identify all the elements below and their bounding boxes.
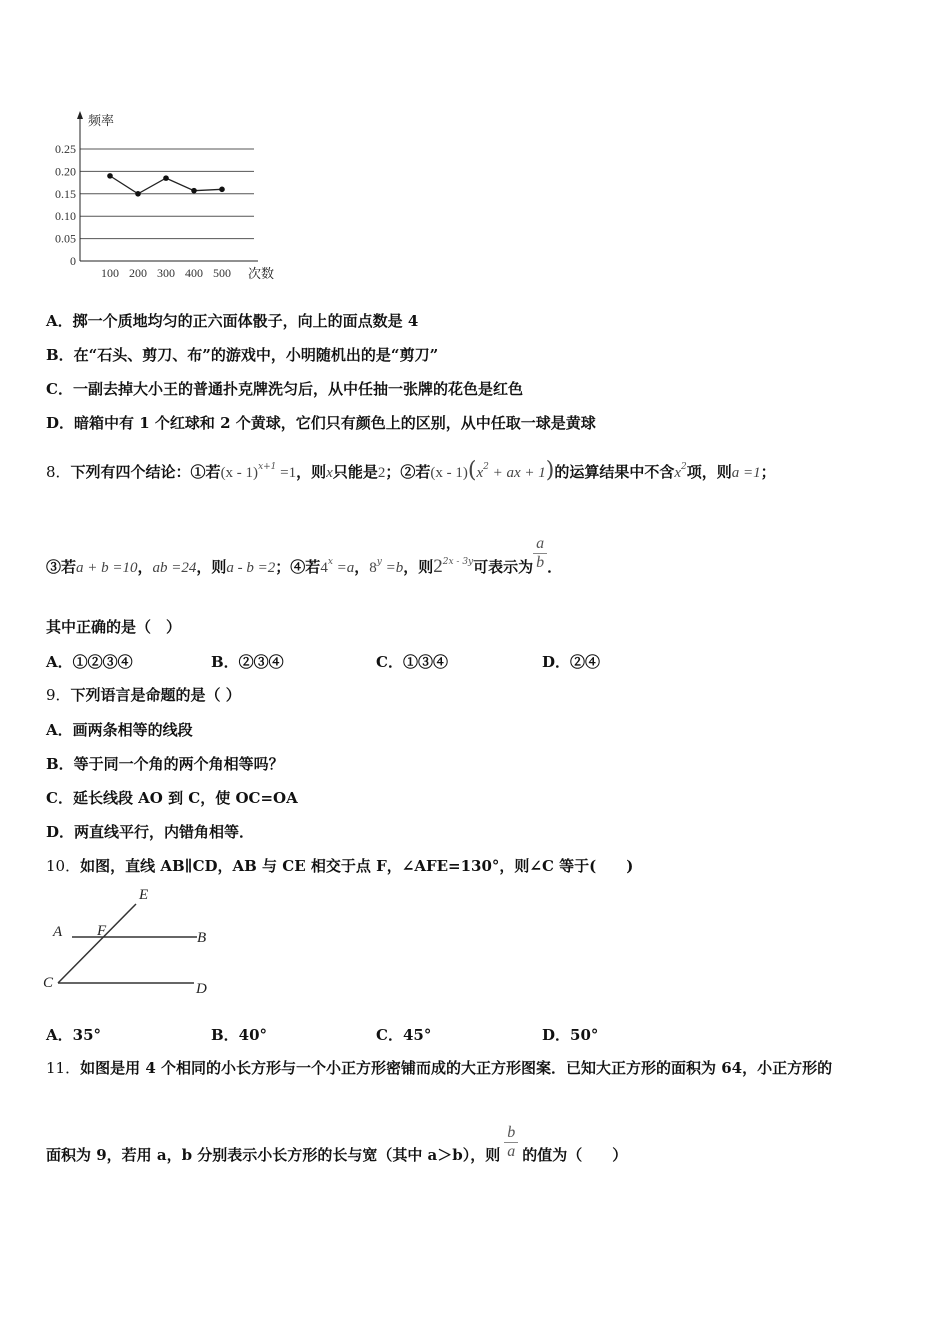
q8-comma2: ， (354, 558, 370, 576)
q8-term-x: x (674, 465, 682, 481)
q8-option-a: A．①②③④ (46, 653, 133, 671)
q8-only: 只能是 (332, 463, 378, 481)
q10-option-d: D．50° (542, 1026, 599, 1044)
q8-comma: ， (137, 558, 153, 576)
data-point (135, 191, 141, 197)
q8-expr2b-rest: + ax + 1 (488, 465, 546, 481)
q8-s3: ③若 (46, 558, 77, 576)
q10-question (46, 856, 633, 876)
x-tick-label: 400 (185, 266, 203, 280)
q8-result-text: 的运算结果中不含 (554, 463, 675, 481)
q8-term-sup: 2 (681, 462, 687, 472)
q8-frac-num: a (533, 535, 547, 554)
q9-number: 9． (46, 686, 71, 704)
y-tick-label: 0.05 (55, 231, 76, 246)
q8-sep2: ；②若 (385, 463, 431, 481)
q9-question (46, 685, 241, 705)
data-point (163, 175, 169, 181)
q8-then4: ，则 (403, 558, 434, 576)
q8-eq-b: =b (381, 560, 404, 576)
q11-frac-den: a (507, 1142, 516, 1160)
chart-gridlines (80, 149, 254, 239)
q7-option-d: D．暗箱中有 1 个红球和 2 个黄球，它们只有颜色上的区别，从中任取一球是黄球 (46, 414, 596, 432)
label-b: B (197, 930, 207, 946)
q8-val2: 2 (377, 465, 386, 481)
x-tick-label: 200 (129, 266, 147, 280)
q8-var-x: x (326, 465, 333, 481)
q8-expr2a: (x - 1) (430, 465, 468, 481)
q8-intro: 下列有四个结论：①若 (70, 463, 221, 481)
x-tick-label: 100 (101, 266, 119, 280)
q8-eq-a: =a (332, 560, 355, 576)
q8-amb: a - b =2 (226, 560, 276, 576)
y-tick-label: 0 (70, 254, 76, 268)
label-d: D (196, 981, 207, 997)
q11-frac-num: b (504, 1124, 518, 1143)
x-tick-label: 500 (213, 266, 231, 280)
q8-ab: ab =24 (152, 560, 197, 576)
q8-two-exp: 2x - 3y (442, 557, 474, 567)
q8-eight: 8 (369, 560, 377, 576)
q8-paren-open: ( (467, 458, 477, 483)
line-ce (58, 904, 136, 983)
q8-number: 8． (46, 463, 71, 481)
q10-option-b: B．40° (211, 1026, 268, 1044)
q11-question-line2 (46, 1123, 628, 1165)
q8-fraction (533, 535, 547, 572)
frequency-chart (40, 105, 300, 290)
q8-then1: ，则 (296, 463, 327, 481)
q7-option-b: B．在“石头、剪刀、布”的游戏中，小明随机出的是“剪刀” (46, 346, 439, 364)
label-e: E (139, 887, 149, 903)
q11-number: 11． (46, 1059, 81, 1077)
q8-statement-line1 (46, 457, 776, 483)
q8-frac-den: b (536, 553, 545, 571)
data-point (219, 187, 225, 193)
q8-option-c: C．①③④ (376, 653, 448, 671)
q8-eight-exp: y (376, 557, 382, 567)
y-tick-label: 0.25 (55, 142, 76, 156)
label-a: A (53, 924, 63, 940)
q8-apb: a + b =10 (76, 560, 138, 576)
q10-text: 如图，直线 AB∥CD，AB 与 CE 相交于点 F，∠AFE=130°，则∠C 等于( ) (80, 857, 634, 875)
q8-statement-line2 (46, 534, 563, 578)
q10-option-c: C．45° (376, 1026, 432, 1044)
q7-option-a: A．掷一个质地均匀的正六面体骰子，向上的面点数是 4 (46, 312, 419, 330)
data-point (191, 188, 197, 194)
q8-term-suffix: 项，则 (686, 463, 732, 481)
y-tick-label: 0.10 (55, 209, 76, 224)
q10-number: 10． (46, 857, 81, 875)
q8-s4: ；④若 (275, 558, 321, 576)
q8-paren-close: ) (545, 458, 555, 483)
y-tick-label: 0.15 (55, 186, 76, 201)
q7-option-c: C．一副去掉大小王的普通扑克牌洗匀后，从中任抽一张牌的花色是红色 (46, 380, 523, 398)
q9-option-d: D．两直线平行，内错角相等． (46, 823, 255, 841)
x-tick-label: 300 (157, 266, 175, 280)
q8-expr1-rhs: =1 (276, 465, 297, 481)
q11-question-line1 (46, 1058, 832, 1078)
q8-expr1-base: (x - 1) (220, 465, 259, 481)
label-f: F (97, 923, 107, 939)
q8-expr2b-sup: 2 (483, 462, 489, 472)
data-point (107, 173, 113, 179)
label-c: C (43, 975, 54, 991)
q9-text: 下列语言是命题的是（ ） (70, 686, 241, 704)
q11-text: 如图是用 4 个相同的小长方形与一个小正方形密铺而成的大正方形图案．已知大正方形的面积为 64，小正方形的 (80, 1059, 833, 1077)
q9-option-b: B．等于同一个角的两个角相等吗？ (46, 755, 284, 773)
q8-a-eq1: a =1 (731, 465, 761, 481)
q9-option-c: C．延长线段 AO 到 C，使 OC=OA (46, 789, 298, 807)
y-axis-arrow (77, 111, 83, 119)
q8-expr2b-x: x (476, 465, 484, 481)
q8-question: 其中正确的是（ ） (46, 618, 182, 636)
q8-four: 4 (320, 560, 328, 576)
q9-option-a: A．画两条相等的线段 (46, 721, 193, 739)
x-axis-label: 次数 (248, 266, 275, 281)
q8-can: 可表示为 (473, 558, 534, 576)
q11-fraction (504, 1124, 518, 1161)
q8-expr1-exp: x+1 (258, 462, 277, 472)
q11-text2-post: 的值为（ ） (522, 1146, 628, 1164)
q10-option-a: A．35° (46, 1026, 102, 1044)
y-axis-label: 频率 (88, 113, 115, 128)
q8-period: ． (547, 558, 563, 576)
q8-then3: ，则 (196, 558, 227, 576)
q8-option-d: D．②④ (542, 653, 601, 671)
q10-figure (40, 882, 220, 1002)
y-tick-label: 0.20 (55, 164, 76, 179)
q8-four-exp: x (327, 557, 333, 567)
q8-end1: ； (760, 463, 776, 481)
q11-text2-pre: 面积为 9，若用 a，b 分别表示小长方形的长与宽（其中 a＞b），则 (46, 1146, 501, 1164)
q8-two: 2 (433, 556, 443, 577)
q8-option-b: B．②③④ (211, 653, 284, 671)
